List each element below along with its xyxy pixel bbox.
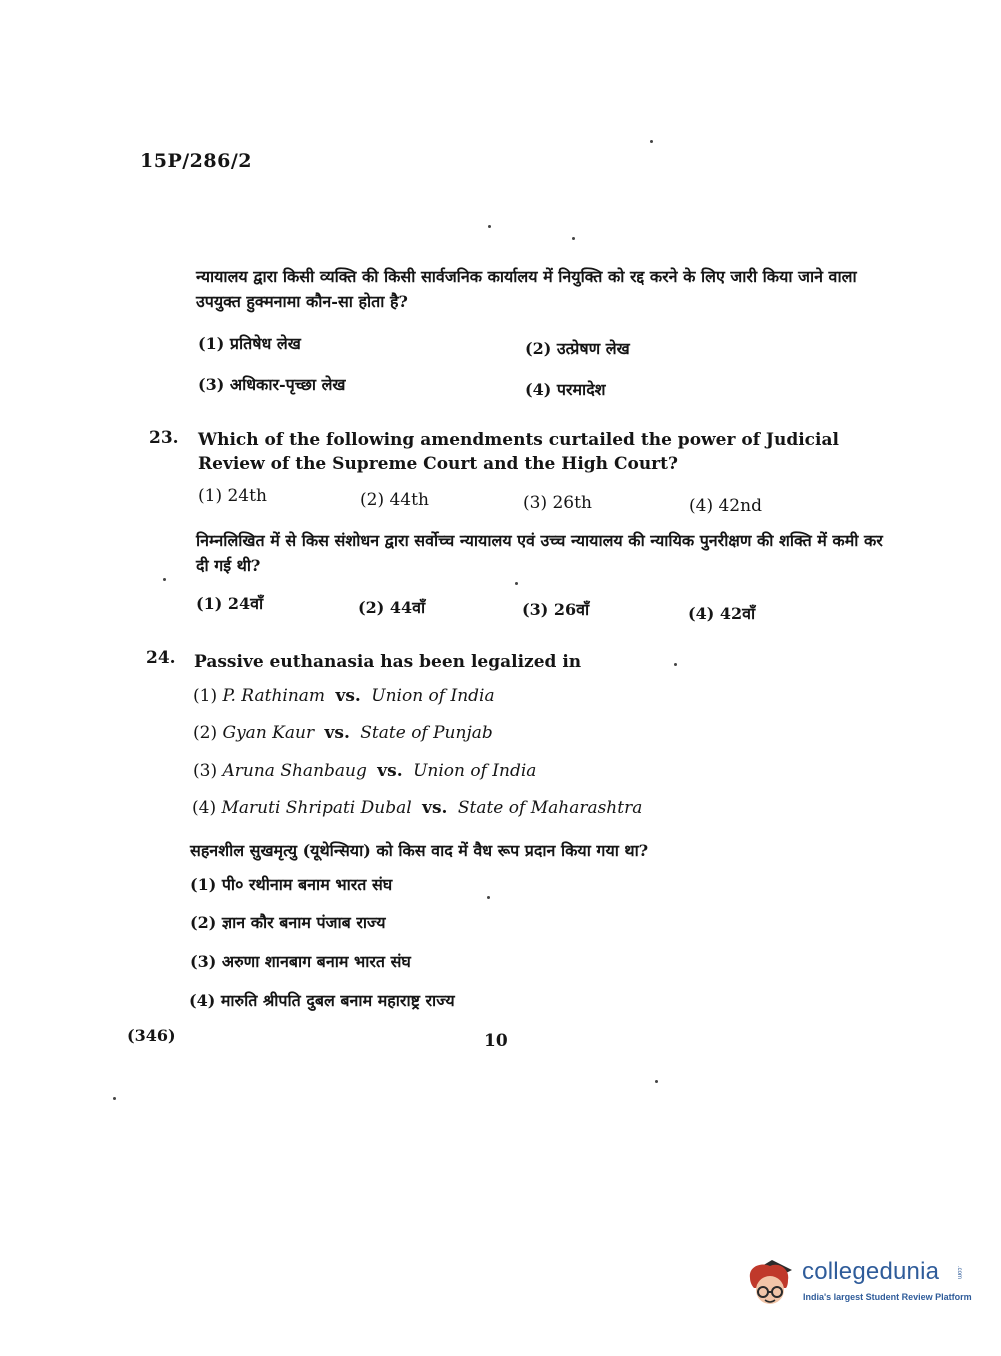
- party-two: Union of India: [371, 686, 495, 706]
- q23-english-option-1: (1) 24th: [198, 486, 267, 506]
- party-one: Aruna Shanbaug: [222, 761, 367, 781]
- q24-english-option-4: [192, 798, 642, 818]
- logo-tagline: India's largest Student Review Platform: [803, 1292, 972, 1302]
- q24-english-option-3: [193, 761, 536, 781]
- q22-option-4: (4) परमादेश: [525, 380, 606, 399]
- logo-wordmark: collegedunia: [802, 1258, 940, 1285]
- scan-speck: [572, 237, 575, 240]
- versus-label: vs.: [324, 723, 350, 743]
- q23-english-text: Which of the following amendments curtailed the power of Judicial Review of the Supreme Court and the High Court?: [198, 430, 839, 474]
- q24-hindi-option-2: (2) ज्ञान कौर बनाम पंजाब राज्य: [190, 913, 386, 932]
- versus-label: vs.: [335, 686, 361, 706]
- scan-speck: [113, 1097, 116, 1100]
- party-two: State of Maharashtra: [457, 798, 643, 818]
- q22-option-2: (2) उत्प्रेषण लेख: [525, 339, 630, 358]
- scan-speck: [674, 663, 677, 666]
- party-one: Maruti Shripati Dubal: [221, 798, 412, 818]
- q23-hindi-option-4: (4) 42वाँ: [688, 604, 756, 623]
- q24-hindi-option-1: (1) पी० रथीनाम बनाम भारत संघ: [190, 875, 393, 894]
- q23-english-option-2: (2) 44th: [360, 490, 429, 510]
- logo-domain-suffix: .com: [956, 1266, 962, 1280]
- q23-hindi-option-3: (3) 26वाँ: [522, 600, 590, 619]
- q22-option-1: (1) प्रतिषेध लेख: [198, 334, 301, 353]
- q24-hindi-option-4: (4) मारुति श्रीपति दुबल बनाम महाराष्ट्र राज्य: [189, 991, 455, 1010]
- scan-speck: [487, 896, 490, 899]
- scan-speck: [515, 582, 518, 585]
- q24-hindi-option-3: (3) अरुणा शानबाग बनाम भारत संघ: [190, 952, 411, 971]
- scan-speck: [655, 1080, 658, 1083]
- versus-label: vs.: [377, 761, 403, 781]
- q24-english-text: Passive euthanasia has been legalized in: [194, 652, 582, 672]
- party-one: P. Rathinam: [222, 686, 326, 706]
- q22-hindi-text: न्यायालय द्वारा किसी व्यक्ति की किसी सार्वजनिक कार्यालय में नियुक्ति को रद्द करने के लिए जारी किया जाने वाला उपयुक्त हुक्मनामा कौन-सा होता है?: [196, 267, 857, 311]
- q24-english-option-1: [193, 686, 495, 706]
- party-two: Union of India: [413, 761, 537, 781]
- q24-hindi-text: सहनशील सुखमृत्यु (यूथेन्सिया) को किस वाद में वैध रूप प्रदान किया गया था?: [190, 841, 649, 860]
- q24-english-option-2: [193, 723, 493, 743]
- option-number: (4): [192, 798, 217, 818]
- party-one: Gyan Kaur: [222, 723, 315, 743]
- q22-option-3: (3) अधिकार-पृच्छा लेख: [198, 375, 346, 394]
- footer-code: (346): [127, 1026, 176, 1045]
- scan-speck: [163, 578, 166, 581]
- mascot-icon: [742, 1252, 798, 1308]
- q23-hindi-text: निम्नलिखित में से किस संशोधन द्वारा सर्वोच्च न्यायालय एवं उच्च न्यायालय की न्यायिक पुनरीक्षण की शक्ति में कमी कर दी गई थी?: [196, 531, 883, 575]
- option-number: (1): [193, 686, 218, 706]
- party-two: State of Punjab: [360, 723, 493, 743]
- versus-label: vs.: [422, 798, 448, 818]
- option-number: (2): [193, 723, 218, 743]
- scan-speck: [488, 225, 491, 228]
- q23-number: 23.: [149, 428, 179, 448]
- collegedunia-logo: [742, 1252, 972, 1312]
- q23-hindi-option-2: (2) 44वाँ: [358, 598, 426, 617]
- q23-hindi-option-1: (1) 24वाँ: [196, 594, 264, 613]
- q23-english-option-4: (4) 42nd: [689, 496, 762, 516]
- scan-speck: [650, 140, 653, 143]
- q24-number: 24.: [146, 648, 176, 668]
- page-number: 10: [484, 1031, 508, 1051]
- option-number: (3): [193, 761, 218, 781]
- paper-code: 15P/286/2: [140, 150, 252, 172]
- q23-english-option-3: (3) 26th: [523, 493, 592, 513]
